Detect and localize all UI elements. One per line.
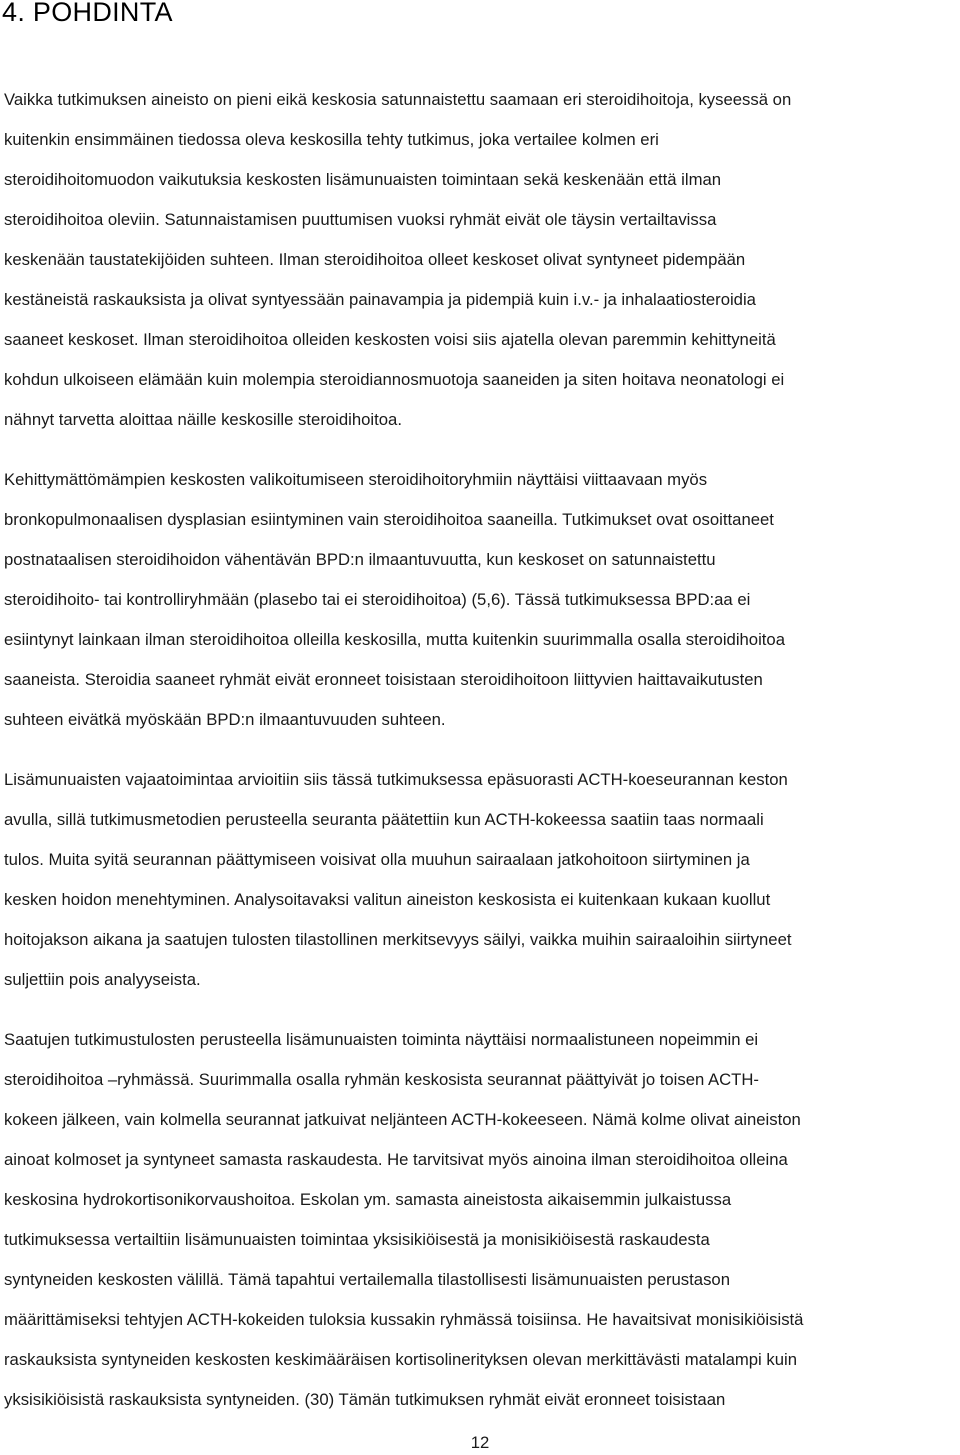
text-line: tutkimuksessa vertailtiin lisämunuaisten toimintaa yksisikiöisestä ja monisikiöisestä raskaudesta <box>4 1230 710 1249</box>
paragraph-3 <box>4 760 958 1000</box>
text-line: Vaikka tutkimuksen aineisto on pieni eikä keskosia satunnaistettu saamaan eri steroidihoitoja, kyseessä on <box>4 90 792 109</box>
text-line: saaneet keskoset. Ilman steroidihoitoa olleiden keskosten voisi siis ajatella olevan paremmin kehittyneitä <box>4 330 776 349</box>
text-line: ainoat kolmoset ja syntyneet samasta raskaudesta. He tarvitsivat myös ainoina ilman steroidihoitoa olleina <box>4 1150 788 1169</box>
text-line: avulla, sillä tutkimusmetodien perusteella seuranta päätettiin kun ACTH-kokeessa saatiin taas normaali <box>4 810 764 829</box>
text-line: Kehittymättömämpien keskosten valikoitumiseen steroidihoitoryhmiin näyttäisi viittaavaan myös <box>4 470 708 489</box>
text-line: kokeen jälkeen, vain kolmella seurannat jatkuivat neljänteen ACTH-kokeeseen. Nämä kolme olivat aineiston <box>4 1110 801 1129</box>
text-line: postnataalisen steroidihoidon vähentävän BPD:n ilmaantuvuutta, kun keskoset on satunnaistettu <box>4 550 716 569</box>
text-line: nähnyt tarvetta aloittaa näille keskosille steroidihoitoa. <box>4 410 402 429</box>
paragraph-2 <box>4 460 958 740</box>
paragraph-1 <box>4 80 958 440</box>
text-line: suljettiin pois analyyseista. <box>4 970 201 989</box>
text-line: tulos. Muita syitä seurannan päättymiseen voisivat olla muuhun sairaalaan jatkohoitoon siirtyminen ja <box>4 850 750 869</box>
text-line: steroidihoitomuodon vaikutuksia keskosten lisämunuaisten toimintaan sekä keskenään että ilman <box>4 170 722 189</box>
text-line: syntyneiden keskosten välillä. Tämä tapahtui vertailemalla tilastollisesti lisämunuaisten perustason <box>4 1270 730 1289</box>
text-line: suhteen eivätkä myöskään BPD:n ilmaantuvuuden suhteen. <box>4 710 446 729</box>
paragraph-4 <box>4 1020 958 1420</box>
text-line: raskauksista syntyneiden keskosten keskimääräisen kortisolinerityksen olevan merkittävästi matalampi kuin <box>4 1350 797 1369</box>
section-heading: 4. POHDINTA <box>2 0 173 27</box>
text-line: määrittämiseksi tehtyjen ACTH-kokeiden tuloksia kussakin ryhmässä toisiinsa. He havaitsivat monisikiöisistä <box>4 1310 804 1329</box>
text-line: steroidihoitoa oleviin. Satunnaistamisen puuttumisen vuoksi ryhmät eivät ole täysin vertailtavissa <box>4 210 717 229</box>
text-line: steroidihoito- tai kontrolliryhmään (plasebo tai ei steroidihoitoa) (5,6). Tässä tutkimuksessa BPD:aa ei <box>4 590 751 609</box>
text-line: kohdun ulkoiseen elämään kuin molempia steroidiannosmuotoja saaneiden ja siten hoitava neonatologi ei <box>4 370 785 389</box>
text-line: Lisämunuaisten vajaatoimintaa arvioitiin siis tässä tutkimuksessa epäsuorasti ACTH-koeseurannan keston <box>4 770 788 789</box>
text-line: esiintynyt lainkaan ilman steroidihoitoa olleilla keskosilla, mutta kuitenkin suurimmalla osalla steroidihoitoa <box>4 630 785 649</box>
text-line: Saatujen tutkimustulosten perusteella lisämunuaisten toiminta näyttäisi normaalistuneen nopeimmin ei <box>4 1030 759 1049</box>
text-line: keskosina hydrokortisonikorvaushoitoa. Eskolan ym. samasta aineistosta aikaisemmin julkaistussa <box>4 1190 732 1209</box>
text-line: hoitojakson aikana ja saatujen tulosten tilastollinen merkitsevyys säilyi, vaikka muihin sairaaloihin siirtyneet <box>4 930 792 949</box>
text-line: steroidihoitoa –ryhmässä. Suurimmalla osalla ryhmän keskosista seurannat päättyivät jo toisen ACTH- <box>4 1070 759 1089</box>
text-line: keskenään taustatekijöiden suhteen. Ilman steroidihoitoa olleet keskoset olivat syntyneet pidempään <box>4 250 746 269</box>
text-line: kestäneistä raskauksista ja olivat syntyessään painavampia ja pidempiä kuin i.v.- ja inhalaatiosteroidia <box>4 290 756 309</box>
text-line: yksisikiöisistä raskauksista syntyneiden. (30) Tämän tutkimuksen ryhmät eivät eronneet toisistaan <box>4 1390 726 1409</box>
text-line: kesken hoidon menehtyminen. Analysoitavaksi valitun aineiston keskosista ei kuitenkaan kukaan kuollut <box>4 890 771 909</box>
text-line: saaneista. Steroidia saaneet ryhmät eivät eronneet toisistaan steroidihoitoon liittyvien haittavaikutusten <box>4 670 763 689</box>
text-line: bronkopulmonaalisen dysplasian esiintyminen vain steroidihoitoa saaneilla. Tutkimukset ovat osoittaneet <box>4 510 774 529</box>
page-number: 12 <box>470 1433 490 1452</box>
text-line: kuitenkin ensimmäinen tiedossa oleva keskosilla tehty tutkimus, joka vertailee kolmen eri <box>4 130 659 149</box>
